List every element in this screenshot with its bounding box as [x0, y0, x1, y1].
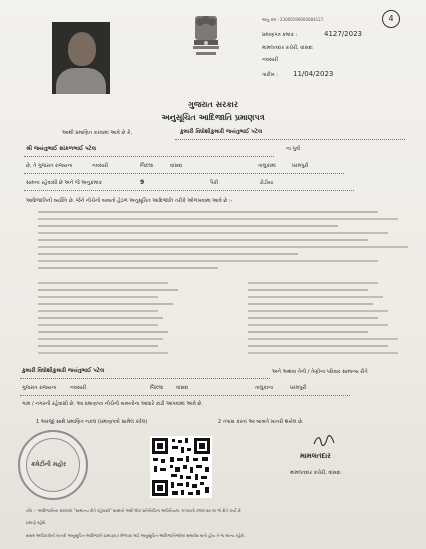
- taluka-label: તાલુકામાં: [258, 163, 276, 169]
- name-repeat-underline: [20, 378, 270, 379]
- address-repeat-underline: [20, 395, 350, 396]
- photo-face: [68, 32, 96, 66]
- remark-line-3: સક્ષમ અધિકારીની ખાતરી અનુસૂચિત આદિજાતિ પ્રમાણપત્ર મેળવવા માટે અનુસૂચિત આદિજાતિઓમાં સમાવેશ થતો હોય તે જ માન્ય રહેશે.: [26, 533, 246, 538]
- caste-label: પૈકી: [210, 180, 219, 186]
- relation-text: ના પુત્રી: [286, 146, 301, 152]
- state-prefix-repeat: ગુજરાત રાજ્યના: [22, 385, 57, 391]
- footer-note-2: 2 તપાસ કરતાં આ બાબતે ખાતરી થયેલ છે.: [218, 419, 304, 425]
- remark-line-1: નોંધ :- આદિજાતિના સંબંધમાં "સામાન્ય રીતે રહેવાસી" શબ્દનો અર્થ લોક-પ્રતિનિધિત્વ અધિનિયમ, ૧૯૫૦ની કલમ ૨૦ માં જે રીતે કર્યો છે: [26, 508, 241, 513]
- father-name: શ્રી જયંતુભાઈ સાંકળભાઈ પટેલ: [26, 146, 97, 152]
- date-label: તારીખ :: [262, 72, 278, 78]
- village-value-repeat: ધરમપુરી: [290, 385, 307, 391]
- caste-underline: [24, 190, 354, 191]
- document-title: અનુસૂચિત આદિજાતિ પ્રમાણપત્ર: [161, 113, 265, 122]
- page-number-badge: 4: [382, 10, 400, 28]
- village-value: ધરમપુરી: [292, 163, 309, 169]
- applicant-name-repeat: કુમારી વિધોશીકુમારી જયંતુભાઈ પટેલ: [22, 368, 105, 374]
- serial-number: અનુ ક્રમ : 23000196000084127: [262, 17, 324, 22]
- photo-shirt: [56, 68, 106, 94]
- district-value: નવસારી: [92, 163, 109, 169]
- district-label: જિલ્લા: [140, 163, 154, 169]
- issuing-office: મામલતદાર કચેરી, વાંસદા: [262, 45, 313, 51]
- officer-title: મામલતદાર: [300, 452, 331, 460]
- remark-line-2: પ્રમાણે રહેશે.: [26, 520, 47, 525]
- taluka-value-repeat: વાંસદા: [176, 385, 189, 391]
- cert-no-label: પ્રમાણપત્ર ક્રમાંક :: [262, 32, 298, 38]
- closing-line: ગામ / નગરની રહેવાસી છે. આ પ્રમાણપત્ર નીચેની બાબતોના આધારે કાઢી આપવામાં આવે છે.: [22, 401, 203, 407]
- issuing-district: નવસારી: [262, 57, 279, 63]
- seal-text: ક્રમેટીની મહોર: [31, 461, 67, 468]
- district-value-repeat: નવસારી: [70, 385, 87, 391]
- district-label-repeat: જિલ્લા: [150, 385, 164, 391]
- footer-note-1: 1 અરજી સાથે પ્રમાણિત નકલ (પ્રમાણપત્રો સામેલ કરેલ): [36, 419, 148, 425]
- state-emblem-icon: [188, 12, 224, 58]
- government-title: ગુજરાત સરકાર: [188, 100, 238, 109]
- issue-date: 11/04/2023: [293, 70, 334, 78]
- caste-value: ઢોડીયા: [260, 180, 274, 186]
- residence-suffix: અને અથવા તેની / તેણીના પરિવાર સામાન્ય રીતે: [272, 369, 368, 375]
- name-underline: [175, 139, 405, 140]
- applicant-name: કુમારી વિધોશીકુમારી જયંતુભાઈ પટેલ: [180, 129, 263, 135]
- taluka-value: વાંસદા: [170, 163, 183, 169]
- taluka-label-repeat: તાલુકાના: [255, 385, 274, 391]
- schedule-serial: 9: [140, 179, 145, 186]
- act-line: આદિજાતિની વ્યક્તિ છે. જેને નીચેની બાબતો હેઠળ અનુસૂચિત આદિજાતિ તરીકે ઓળખવામાં આવે છે :-: [26, 198, 233, 204]
- address-underline: [24, 173, 344, 174]
- officer-signature: [312, 434, 336, 448]
- officer-office: મામલતદાર કચેરી, વાંસદા: [290, 470, 341, 476]
- father-underline: [24, 156, 274, 157]
- state-prefix: છે, તે ગુજરાત રાજ્યના: [26, 163, 73, 169]
- applicant-photo: [52, 22, 110, 94]
- caste-prefix: સામના રહેવાસી છે અને જે અનુક્રમાંક: [26, 180, 103, 186]
- cert-no-value: 4127/2023: [324, 30, 362, 38]
- intro-line: આથી પ્રમાણિત કરવામાં આવે છે કે,: [62, 130, 133, 136]
- qr-code-icon: [150, 436, 212, 498]
